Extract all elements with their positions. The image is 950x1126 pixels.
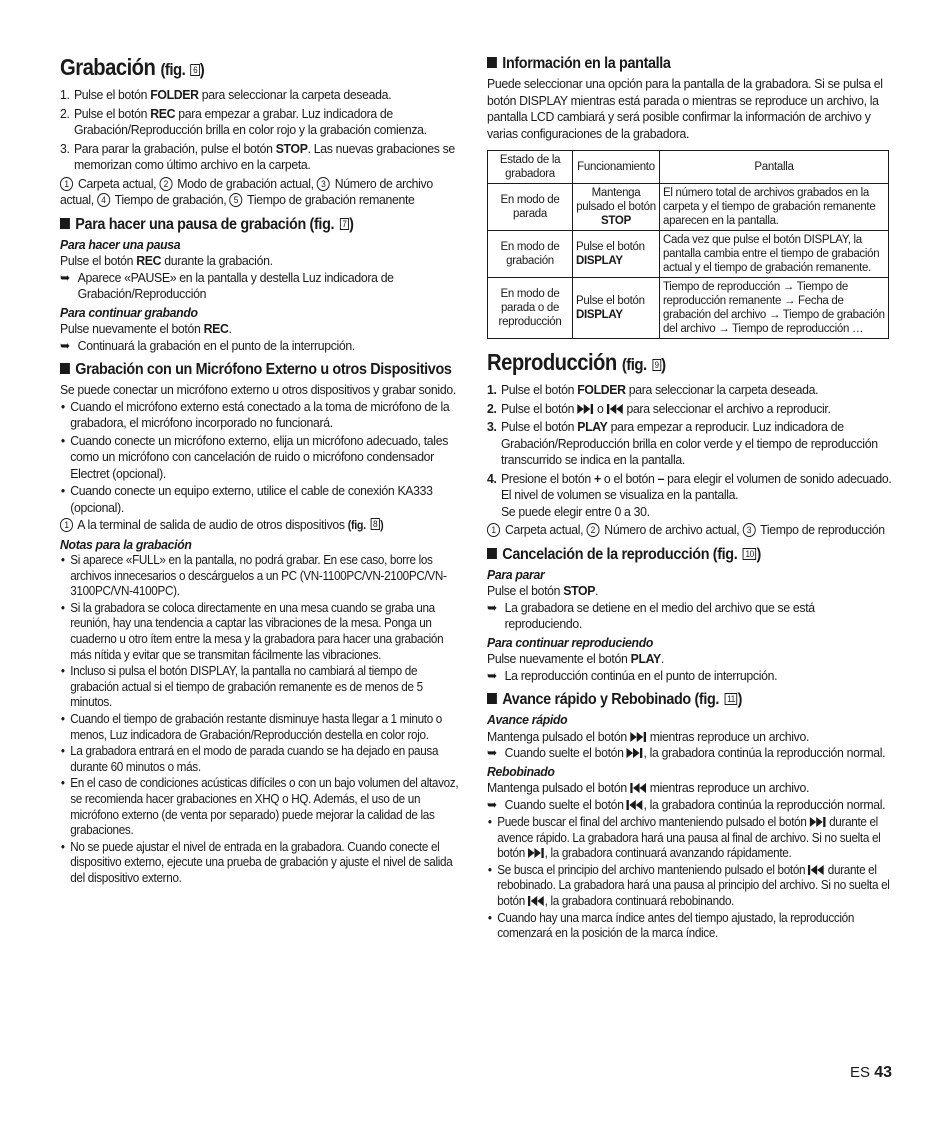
- list-item: 1. Pulse el botón FOLDER para seleccionar la carpeta deseada.: [487, 382, 819, 397]
- fig-number: 6: [191, 64, 200, 76]
- recording-notes: [60, 553, 467, 886]
- black-square-icon: [60, 218, 70, 229]
- list-item: • En el caso de condiciones acústicas difíciles o con un bajo volumen del altavoz, se recomienda hacer grabaciones en XHQ o HQ. Además, el uso de un micrófono externo (de venta por separado) puede mejorar la calidad de las grabaciones.: [60, 776, 467, 838]
- cancel-playback-heading: Cancelación de la reproducción (fig. 10 ): [487, 545, 892, 564]
- fast-forward-subheading: Avance rápido: [487, 712, 568, 727]
- list-item: • Si la grabadora se coloca directamente en una mesa cuando se graba una reunión, hay una tendencia a captar las vibraciones de la mesa. Ponga un cuaderno u otro ítem entre la mesa y la grabadora para hacer una grabación más nítida y evitar que se transmitan fácilmente las vibraciones.: [60, 601, 467, 663]
- black-square-icon: [487, 548, 497, 559]
- list-item: • La grabadora entrará en el modo de parada cuando se ha dejado en pausa durante 60 minutos o más.: [60, 744, 467, 775]
- list-item: • No se puede ajustar el nivel de entrada en la grabadora. Cuando conecte el dispositivo externo, ejecute una prueba de grabación y ajuste el nivel de salida del dispositivo externo.: [60, 840, 467, 887]
- table-header: Estado de la grabadora: [488, 151, 573, 184]
- table-cell: Mantenga pulsado el botón STOP: [573, 184, 660, 231]
- table-cell: Pulse el botón DISPLAY: [573, 231, 660, 278]
- list-item: • Cuando conecte un micrófono externo, elija un micrófono adecuado, tales como un micrófono con cancelación de ruido o micrófono condensador Electret (opcional).: [60, 433, 467, 483]
- fast-forward-icon: [630, 732, 647, 742]
- rewind-subheading: Rebobinado: [487, 763, 555, 779]
- right-arrow-icon: ➥: [487, 599, 497, 615]
- table-cell: El número total de archivos grabados en la carpeta y el tiempo de grabación remanente aparecen en la pantalla.: [660, 184, 889, 231]
- left-column: [60, 52, 465, 887]
- table-cell: Cada vez que pulse el botón DISPLAY, la pantalla cambia entre el tiempo de grabación actual y el tiempo de grabación remanente.: [660, 231, 889, 278]
- recording-steps: [60, 87, 467, 174]
- right-arrow-icon: ➥: [487, 796, 497, 812]
- rewind-icon: [627, 800, 644, 810]
- fast-forward-notes: [487, 815, 894, 942]
- pause-subheading: Para hacer una pausa: [60, 236, 181, 252]
- pause-heading: Para hacer una pausa de grabación (fig. 7 ): [60, 215, 465, 234]
- rewind-icon: [607, 404, 624, 414]
- list-item: 3. Pulse el botón PLAY para empezar a reproducir. Luz indicadora de Grabación/Reproducción brilla en color verde y el tiempo de reproducción transcurrido se indica en la pantalla.: [487, 419, 878, 467]
- fast-forward-icon: [577, 404, 594, 414]
- list-item: 1. Pulse el botón FOLDER para seleccionar la carpeta deseada.: [60, 87, 392, 102]
- playback-legend: 1 Carpeta actual, 2 Número de archivo actual, 3 Tiempo de reproducción: [487, 522, 894, 539]
- continue-text: Pulse nuevamente el botón REC.: [60, 321, 232, 336]
- table-row: [488, 278, 889, 339]
- table-row: [488, 231, 889, 278]
- list-item: 3. Para parar la grabación, pulse el botón STOP. Las nuevas grabaciones se memorizan como último archivo en la carpeta.: [60, 140, 455, 172]
- table-cell: En modo de parada: [488, 184, 573, 231]
- continue-play-subheading: Para continuar reproduciendo: [487, 634, 654, 650]
- fast-forward-result: ➥ Cuando suelte el botón , la grabadora continúa la reproducción normal.: [487, 745, 886, 760]
- fast-forward-icon: [528, 848, 545, 858]
- mic-intro: Se puede conectar un micrófono externo u otros dispositivos y grabar sonido.: [60, 382, 456, 397]
- list-item: • Se busca el principio del archivo manteniendo pulsado el botón durante el rebobinado. La grabadora hará una pausa al principio del archivo. Si no suelta el botón , la grabadora continuará rebobinando.: [487, 863, 894, 910]
- rewind-icon: [630, 783, 647, 793]
- list-item: • Cuando el micrófono externo está conectado a la toma de micrófono de la grabadora, el micrófono incorporado no funcionará.: [60, 399, 467, 432]
- black-square-icon: [487, 57, 497, 68]
- list-item: 4. Presione el botón + o el botón – para elegir el volumen de sonido adecuado. El nivel de volumen se visualiza en la pantalla. Se puede elegir entre 0 a 30.: [487, 470, 892, 519]
- pause-result: ➥ Aparece «PAUSE» en la pantalla y destella Luz indicadora de Grabación/Reproducción: [60, 269, 394, 301]
- table-cell: Tiempo de reproducción → Tiempo de reproducción remanente → Fecha de grabación del archivo → Tiempo de grabación del archivo → Tiempo de reproducción …: [660, 278, 889, 339]
- notes-subheading: Notas para la grabación: [60, 536, 192, 552]
- pause-text: Pulse el botón REC durante la grabación.: [60, 253, 273, 268]
- continue-play-text: Pulse nuevamente el botón PLAY.: [487, 651, 664, 666]
- mic-legend: 1 A la terminal de salida de audio de otros dispositivos (fig. 8 ): [60, 517, 467, 535]
- right-arrow-icon: ➥: [487, 745, 497, 760]
- table-header: Funcionamiento: [573, 151, 660, 184]
- display-table: [487, 150, 889, 339]
- page-number: ES 43: [850, 1064, 892, 1081]
- table-header-row: [488, 151, 889, 184]
- right-column: [487, 52, 892, 943]
- table-cell: En modo de grabación: [488, 231, 573, 278]
- list-item: • Cuando el tiempo de grabación restante disminuye hasta llegar a 1 minuto o menos, Luz indicadora de Grabación/Reproducción destella en color rojo.: [60, 712, 467, 743]
- list-item: • Puede buscar el final del archivo manteniendo pulsado el botón durante el avence rápido. La grabadora hará una pausa al final de archivo. Si no suelta el botón , la grabadora continuará avanzando rápidamente.: [487, 815, 894, 862]
- right-arrow-icon: ➥: [487, 667, 497, 683]
- continue-result: ➥ Continuará la grabación en el punto de la interrupción.: [60, 337, 355, 353]
- rewind-icon: [808, 865, 825, 875]
- fast-forward-text: Mantenga pulsado el botón mientras reproduce un archivo.: [487, 728, 810, 744]
- list-item: • Cuando hay una marca índice antes del tiempo ajustado, la reproducción comenzará en la posición de la marca índice.: [487, 911, 894, 942]
- fast-forward-icon: [627, 748, 644, 758]
- playback-heading: Reproducción (fig. 9 ): [487, 349, 666, 375]
- playback-steps: [487, 382, 894, 520]
- rewind-text: Mantenga pulsado el botón mientras reproduce un archivo.: [487, 780, 810, 795]
- list-item: 2. Pulse el botón REC para empezar a grabar. Luz indicadora de Grabación/Reproducción brilla en color rojo y la grabación comienza.: [60, 105, 427, 137]
- continue-subheading: Para continuar grabando: [60, 304, 198, 320]
- table-header: Pantalla: [660, 151, 889, 184]
- continue-play-result: ➥ La reproducción continúa en el punto de interrupción.: [487, 667, 778, 683]
- display-info-heading: Información en la pantalla: [487, 54, 892, 73]
- display-info-intro: Puede seleccionar una opción para la pantalla de la grabadora. Si se pulsa el botón DISPLAY mientras está parada o mientras se reproduce un archivo, la pantalla LCD cambiará y será posible confirmar la información de archivo y varias configuraciones de la grabadora.: [487, 76, 883, 141]
- stop-result: ➥ La grabadora se detiene en el medio del archivo que se está reproduciendo.: [487, 599, 815, 631]
- recording-heading: Grabación (fig. 6 ): [60, 54, 205, 80]
- external-mic-heading: Grabación con un Micrófono Externo u otros Dispositivos: [60, 360, 465, 379]
- stop-text: Pulse el botón STOP.: [487, 583, 599, 598]
- fast-forward-heading: Avance rápido y Rebobinado (fig. 11 ): [487, 690, 892, 709]
- right-arrow-icon: ➥: [60, 337, 70, 353]
- rewind-result: ➥ Cuando suelte el botón , la grabadora continúa la reproducción normal.: [487, 796, 886, 812]
- list-item: • Cuando conecte un equipo externo, utilice el cable de conexión KA333 (opcional).: [60, 483, 467, 516]
- recording-legend: 1 Carpeta actual, 2 Modo de grabación actual, 3 Número de archivo actual, 4 Tiempo de grabación, 5 Tiempo de grabación remanente: [60, 175, 433, 207]
- rewind-icon: [528, 896, 545, 906]
- fast-forward-icon: [809, 817, 826, 827]
- stop-subheading: Para parar: [487, 566, 545, 582]
- mic-bullets: [60, 399, 467, 517]
- black-square-icon: [60, 363, 70, 374]
- table-row: [488, 184, 889, 231]
- table-cell: Pulse el botón DISPLAY: [573, 278, 660, 339]
- black-square-icon: [487, 693, 497, 704]
- table-cell: En modo de parada o de reproducción: [488, 278, 573, 339]
- list-item: 2. Pulse el botón o para seleccionar el archivo a reproducir.: [487, 400, 831, 416]
- list-item: • Incluso si pulsa el botón DISPLAY, la pantalla no cambiará al tiempo de grabación actual si el tiempo de grabación remanente es de menos de 5 minutos.: [60, 664, 467, 711]
- right-arrow-icon: ➥: [60, 269, 70, 285]
- list-item: • Si aparece «FULL» en la pantalla, no podrá grabar. En ese caso, borre los archivos innecesarios o descárguelos a un PC (VN-1100PC/VN-2100PC/VN-3100PC/VN-4100PC).: [60, 553, 467, 600]
